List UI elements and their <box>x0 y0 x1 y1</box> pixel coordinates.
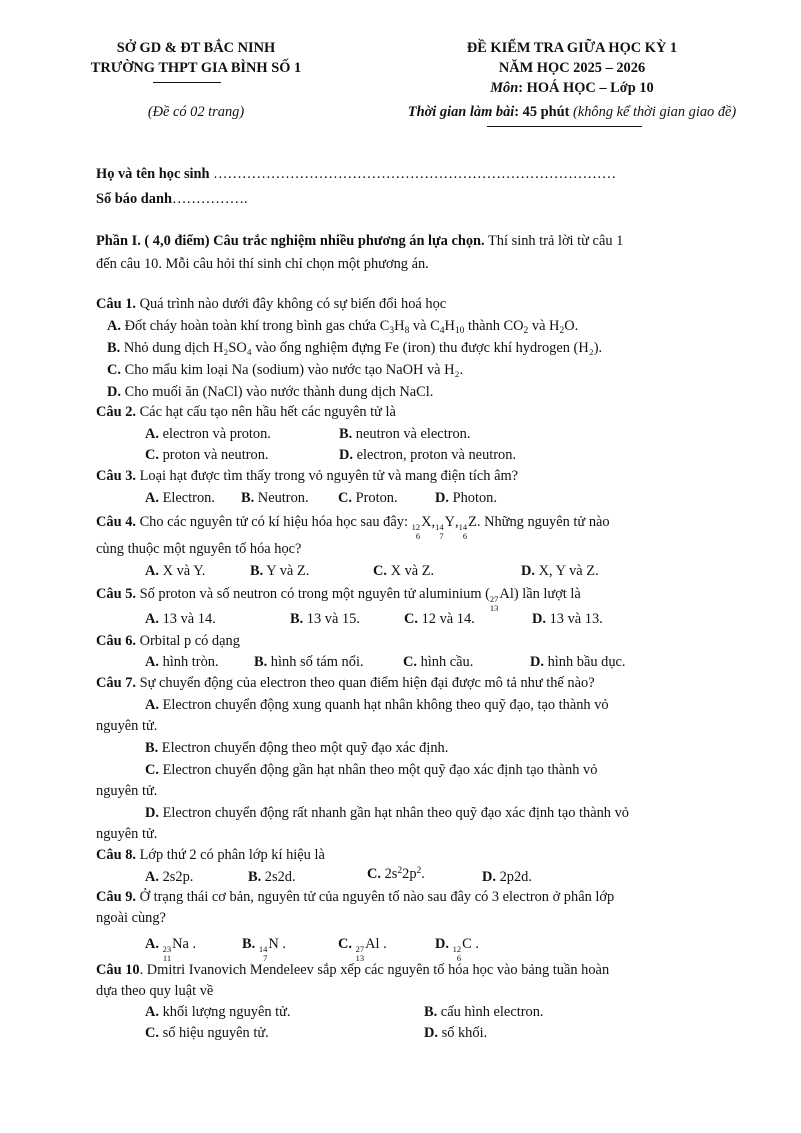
option-letter: A. <box>145 697 159 713</box>
option-letter: D. <box>107 384 121 400</box>
q2-option-d[interactable] <box>339 447 516 464</box>
option-text: X, Y và Z. <box>535 563 599 579</box>
option-text: 2p2d. <box>496 869 532 885</box>
q10-option-d[interactable] <box>424 1025 487 1042</box>
option-text: Electron chuyển động rất nhanh gần hạt nhân theo quỹ đạo xác định tạo thành vỏ <box>159 805 629 821</box>
q6-option-a[interactable] <box>145 654 219 671</box>
student-id-label: Số báo danh <box>96 191 172 207</box>
q5-option-b[interactable] <box>290 611 360 628</box>
option-text: Electron chuyển động theo một quỹ đạo xác định. <box>158 740 449 756</box>
option-letter: D. <box>435 936 449 952</box>
option-text: cấu hình electron. <box>437 1004 544 1020</box>
question-label: Câu 6. <box>96 633 136 649</box>
question-label: Câu 8. <box>96 847 136 863</box>
question-10-line2: dựa theo quy luật về <box>96 983 214 999</box>
school-name: TRƯỜNG THPT GIA BÌNH SỐ 1 <box>90 60 302 76</box>
option-letter: D. <box>532 611 546 627</box>
option-text: 13 và 14. <box>159 611 216 627</box>
department-name: SỞ GD & ĐT BẮC NINH <box>116 40 276 56</box>
option-text: hình cầu. <box>417 654 474 670</box>
q2-option-b[interactable] <box>339 426 470 443</box>
option-letter: D. <box>145 805 159 821</box>
q3-option-d[interactable] <box>435 490 497 507</box>
option-text: Y và Z. <box>263 563 310 579</box>
option-letter: C. <box>338 936 352 952</box>
question-text: Ở trạng thái cơ bản, nguyên tử của nguyên tố nào sau đây có 3 electron ở phân lớp <box>135 889 615 905</box>
question-2 <box>96 404 396 421</box>
part1-heading <box>96 233 623 250</box>
q8-option-a[interactable] <box>145 869 193 886</box>
q4-option-a[interactable] <box>145 563 205 580</box>
option-text: 2s2d. <box>261 869 296 885</box>
q10-option-a[interactable] <box>145 1004 291 1021</box>
nuclide-x: 12 6 X <box>411 514 432 541</box>
option-letter: A. <box>107 318 121 334</box>
subject-label: Môn <box>490 80 519 96</box>
question-4: Câu 4. Cho các nguyên tử có kí hiệu hóa học sau đây: 12 6 X, 14 7 Y, 14 6 Z. Những nguyên tử nào <box>96 514 610 541</box>
question-label: Câu 1. <box>96 296 136 312</box>
option-text: Neutron. <box>254 490 309 506</box>
question-8 <box>96 847 325 864</box>
q3-option-c[interactable] <box>338 490 398 507</box>
option-letter: B. <box>254 654 268 670</box>
option-text: khối lượng nguyên tử. <box>159 1004 291 1020</box>
header-left-underline <box>153 82 221 83</box>
question-label: Câu 7. <box>96 675 136 691</box>
nuclide-y: 14 7 Y <box>435 514 455 541</box>
time-note: (không kể thời gian giao đề) <box>569 104 737 120</box>
question-9 <box>96 889 614 906</box>
question-label: Câu 2. <box>96 404 136 420</box>
q5-option-d[interactable] <box>532 611 603 628</box>
question-text: Số proton và số neutron có trong một nguyên tử aluminium ( <box>135 586 490 602</box>
q4-option-c[interactable] <box>373 563 434 580</box>
question-text: Loại hạt được tìm thấy trong vỏ nguyên tử và mang điện tích âm? <box>135 468 519 484</box>
q7-option-a-cont: nguyên tử. <box>96 718 158 734</box>
q8-option-d[interactable] <box>482 869 532 886</box>
option-text: Electron chuyển động gần hạt nhân theo một quỹ đạo xác định tạo thành vỏ <box>159 762 598 778</box>
option-text: electron và proton. <box>159 426 271 442</box>
q7-option-a[interactable] <box>145 697 609 714</box>
option-letter: A. <box>145 654 159 670</box>
time-value: : 45 phút <box>514 104 570 120</box>
school-year: NĂM HỌC 2025 – 2026 <box>498 60 646 76</box>
option-text: Electron. <box>159 490 215 506</box>
student-name-label: Họ và tên học sinh <box>96 166 210 182</box>
q8-option-b[interactable] <box>248 869 296 886</box>
option-letter: D. <box>435 490 449 506</box>
option-letter: A. <box>145 426 159 442</box>
question-6 <box>96 633 240 650</box>
option-letter: D. <box>530 654 544 670</box>
student-id-field: ……………. <box>172 191 248 207</box>
option-letter: C. <box>404 611 418 627</box>
part1-title: Phần I. ( 4,0 điểm) Câu trắc nghiệm nhiều phương án lựa chọn. <box>96 233 485 249</box>
q7-option-c[interactable] <box>145 762 597 779</box>
part1-instruction: Thí sinh trả lời từ câu 1 <box>484 233 624 249</box>
header-right <box>372 38 772 98</box>
option-text: X và Y. <box>159 563 206 579</box>
pages-note: (Đề có 02 trang) <box>147 104 245 120</box>
question-text: Sự chuyển động của electron theo quan điểm hiện đại được mô tả như thế nào? <box>135 675 595 691</box>
q7-option-b[interactable] <box>145 740 448 757</box>
option-letter: B. <box>241 490 255 506</box>
q2-option-c[interactable] <box>145 447 269 464</box>
q1-option-a[interactable]: A. Đốt cháy hoàn toàn khí trong bình gas chứa $C_3H_8$ và $C_4H_{10}$ thành $CO_2$ và $H_2O$. <box>107 318 579 336</box>
option-letter: A. <box>145 611 159 627</box>
option-letter: C. <box>373 563 387 579</box>
question-text: Quá trình nào dưới đây không có sự biến đổi hoá học <box>135 296 447 312</box>
option-letter: B. <box>424 1004 438 1020</box>
question-5 <box>96 586 581 613</box>
option-text: 2s2p. <box>159 869 194 885</box>
question-text: Orbital p có dạng <box>135 633 240 649</box>
option-letter: B. <box>250 563 264 579</box>
option-letter: A. <box>145 563 159 579</box>
q3-option-a[interactable] <box>145 490 215 507</box>
question-label: Câu 9. <box>96 889 136 905</box>
nuclide-al: 27 13 Al <box>489 586 514 613</box>
question-1 <box>96 296 446 313</box>
question-3 <box>96 468 518 485</box>
option-letter: C. <box>367 866 381 882</box>
subject-value: : HOÁ HỌC – Lớp 10 <box>518 80 654 96</box>
question-9-line2: ngoài cùng? <box>96 910 166 926</box>
q9-option-b[interactable]: B. 14 7 N . <box>242 936 286 963</box>
q1-option-d[interactable] <box>107 384 433 401</box>
option-text: 13 và 13. <box>546 611 603 627</box>
q10-option-b[interactable] <box>424 1004 544 1021</box>
option-text: X và Z. <box>387 563 435 579</box>
option-letter: D. <box>521 563 535 579</box>
option-text: neutron và electron. <box>352 426 471 442</box>
option-letter: B. <box>242 936 256 952</box>
q10-option-c[interactable] <box>145 1025 269 1042</box>
q4-option-d[interactable] <box>521 563 599 580</box>
question-7 <box>96 675 595 692</box>
option-letter: C. <box>145 1025 159 1041</box>
option-text: Electron chuyển động xung quanh hạt nhân không theo quỹ đạo, tạo thành vỏ <box>159 697 609 713</box>
question-text-cont: . Những nguyên tử nào <box>476 514 610 530</box>
nuclide-z: 14 6 Z <box>458 514 477 541</box>
option-letter: C. <box>145 762 159 778</box>
q1-option-c[interactable] <box>107 362 463 379</box>
part1-instruction-cont: đến câu 10. Mỗi câu hỏi thí sinh chỉ chọn một phương án. <box>96 256 429 272</box>
q6-option-b[interactable] <box>254 654 364 671</box>
time-label: Thời gian làm bài <box>407 104 515 120</box>
option-text: proton và neutron. <box>159 447 269 463</box>
option-text: Đốt cháy hoàn toàn khí trong bình gas chứa <box>124 318 377 334</box>
option-letter: B. <box>248 869 262 885</box>
q8-option-c[interactable]: C. $2s^22p^2$. <box>367 866 425 882</box>
question-text-cont: ) lần lượt là <box>513 586 581 602</box>
option-text: Photon. <box>449 490 497 506</box>
q7-option-d[interactable] <box>145 805 629 822</box>
option-letter: C. <box>338 490 352 506</box>
q5-option-c[interactable] <box>404 611 475 628</box>
q1-option-b[interactable] <box>107 340 602 357</box>
q5-option-a[interactable] <box>145 611 216 628</box>
q7-option-d-cont: nguyên tử. <box>96 826 158 842</box>
subject-line <box>372 78 772 98</box>
option-letter: C. <box>107 362 121 378</box>
student-id-line <box>96 191 248 208</box>
option-text: số hiệu nguyên tử. <box>159 1025 269 1041</box>
q9-option-c[interactable]: C. 27 13 Al . <box>338 936 387 963</box>
q3-option-b[interactable] <box>241 490 309 507</box>
question-label: Câu 10 <box>96 962 140 978</box>
option-letter: B. <box>290 611 304 627</box>
option-text: hình số tám nổi. <box>267 654 364 670</box>
option-letter: A. <box>145 936 159 952</box>
q4-option-b[interactable] <box>250 563 309 580</box>
option-text: Nhỏ dung dịch H₂SO₄ vào ống nghiệm đựng Fe (iron) thu được khí hydrogen (H₂). <box>123 340 603 356</box>
q6-option-c[interactable] <box>403 654 473 671</box>
option-text: Cho mẩu kim loại Na (sodium) vào nước tạo NaOH và H₂. <box>124 362 464 378</box>
question-label: Câu 5. <box>96 586 136 602</box>
header-right-underline <box>487 126 642 127</box>
option-letter: A. <box>145 1004 159 1020</box>
q9-option-d[interactable]: D. 12 6 C . <box>435 936 479 963</box>
question-text: Các hạt cấu tạo nên hầu hết các nguyên tử là <box>135 404 396 420</box>
question-text: Lớp thứ 2 có phân lớp kí hiệu là <box>135 847 325 863</box>
option-text: electron, proton và neutron. <box>353 447 517 463</box>
option-text: 12 và 14. <box>418 611 475 627</box>
question-label: Câu 3. <box>96 468 136 484</box>
option-text: Proton. <box>352 490 398 506</box>
question-label: Câu 4. <box>96 514 136 530</box>
option-letter: D. <box>424 1025 438 1041</box>
option-letter: B. <box>145 740 159 756</box>
q6-option-d[interactable] <box>530 654 626 671</box>
question-4-line2: cùng thuộc một nguyên tố hóa học? <box>96 541 302 557</box>
option-text: hình tròn. <box>159 654 219 670</box>
student-name-field: ………………………………………………………………………… <box>209 166 617 182</box>
question-text: Cho các nguyên tử có kí hiệu hóa học sau đây: <box>135 514 408 530</box>
option-letter: A. <box>145 490 159 506</box>
q7-option-c-cont: nguyên tử. <box>96 783 158 799</box>
option-letter: D. <box>339 447 353 463</box>
option-text: 13 và 15. <box>303 611 360 627</box>
exam-title: ĐỀ KIỂM TRA GIỮA HỌC KỲ 1 <box>466 40 678 56</box>
option-letter: D. <box>482 869 496 885</box>
student-name-line <box>96 166 616 183</box>
option-text: hình bầu dục. <box>544 654 626 670</box>
question-10 <box>96 962 609 979</box>
option-text: Cho muối ăn (NaCl) vào nước thành dung dịch NaCl. <box>124 384 434 400</box>
q2-option-a[interactable] <box>145 426 271 443</box>
time-line <box>372 104 772 121</box>
option-letter: A. <box>145 869 159 885</box>
option-letter: B. <box>107 340 121 356</box>
option-letter: B. <box>339 426 353 442</box>
q9-option-a[interactable]: A. 23 11 Na . <box>145 936 197 963</box>
question-text: . Dmitri Ivanovich Mendeleev sắp xếp các nguyên tố hóa học vào bảng tuần hoàn <box>139 962 610 978</box>
option-letter: C. <box>145 447 159 463</box>
header-left <box>60 38 332 78</box>
option-text: số khối. <box>438 1025 488 1041</box>
option-letter: C. <box>403 654 417 670</box>
